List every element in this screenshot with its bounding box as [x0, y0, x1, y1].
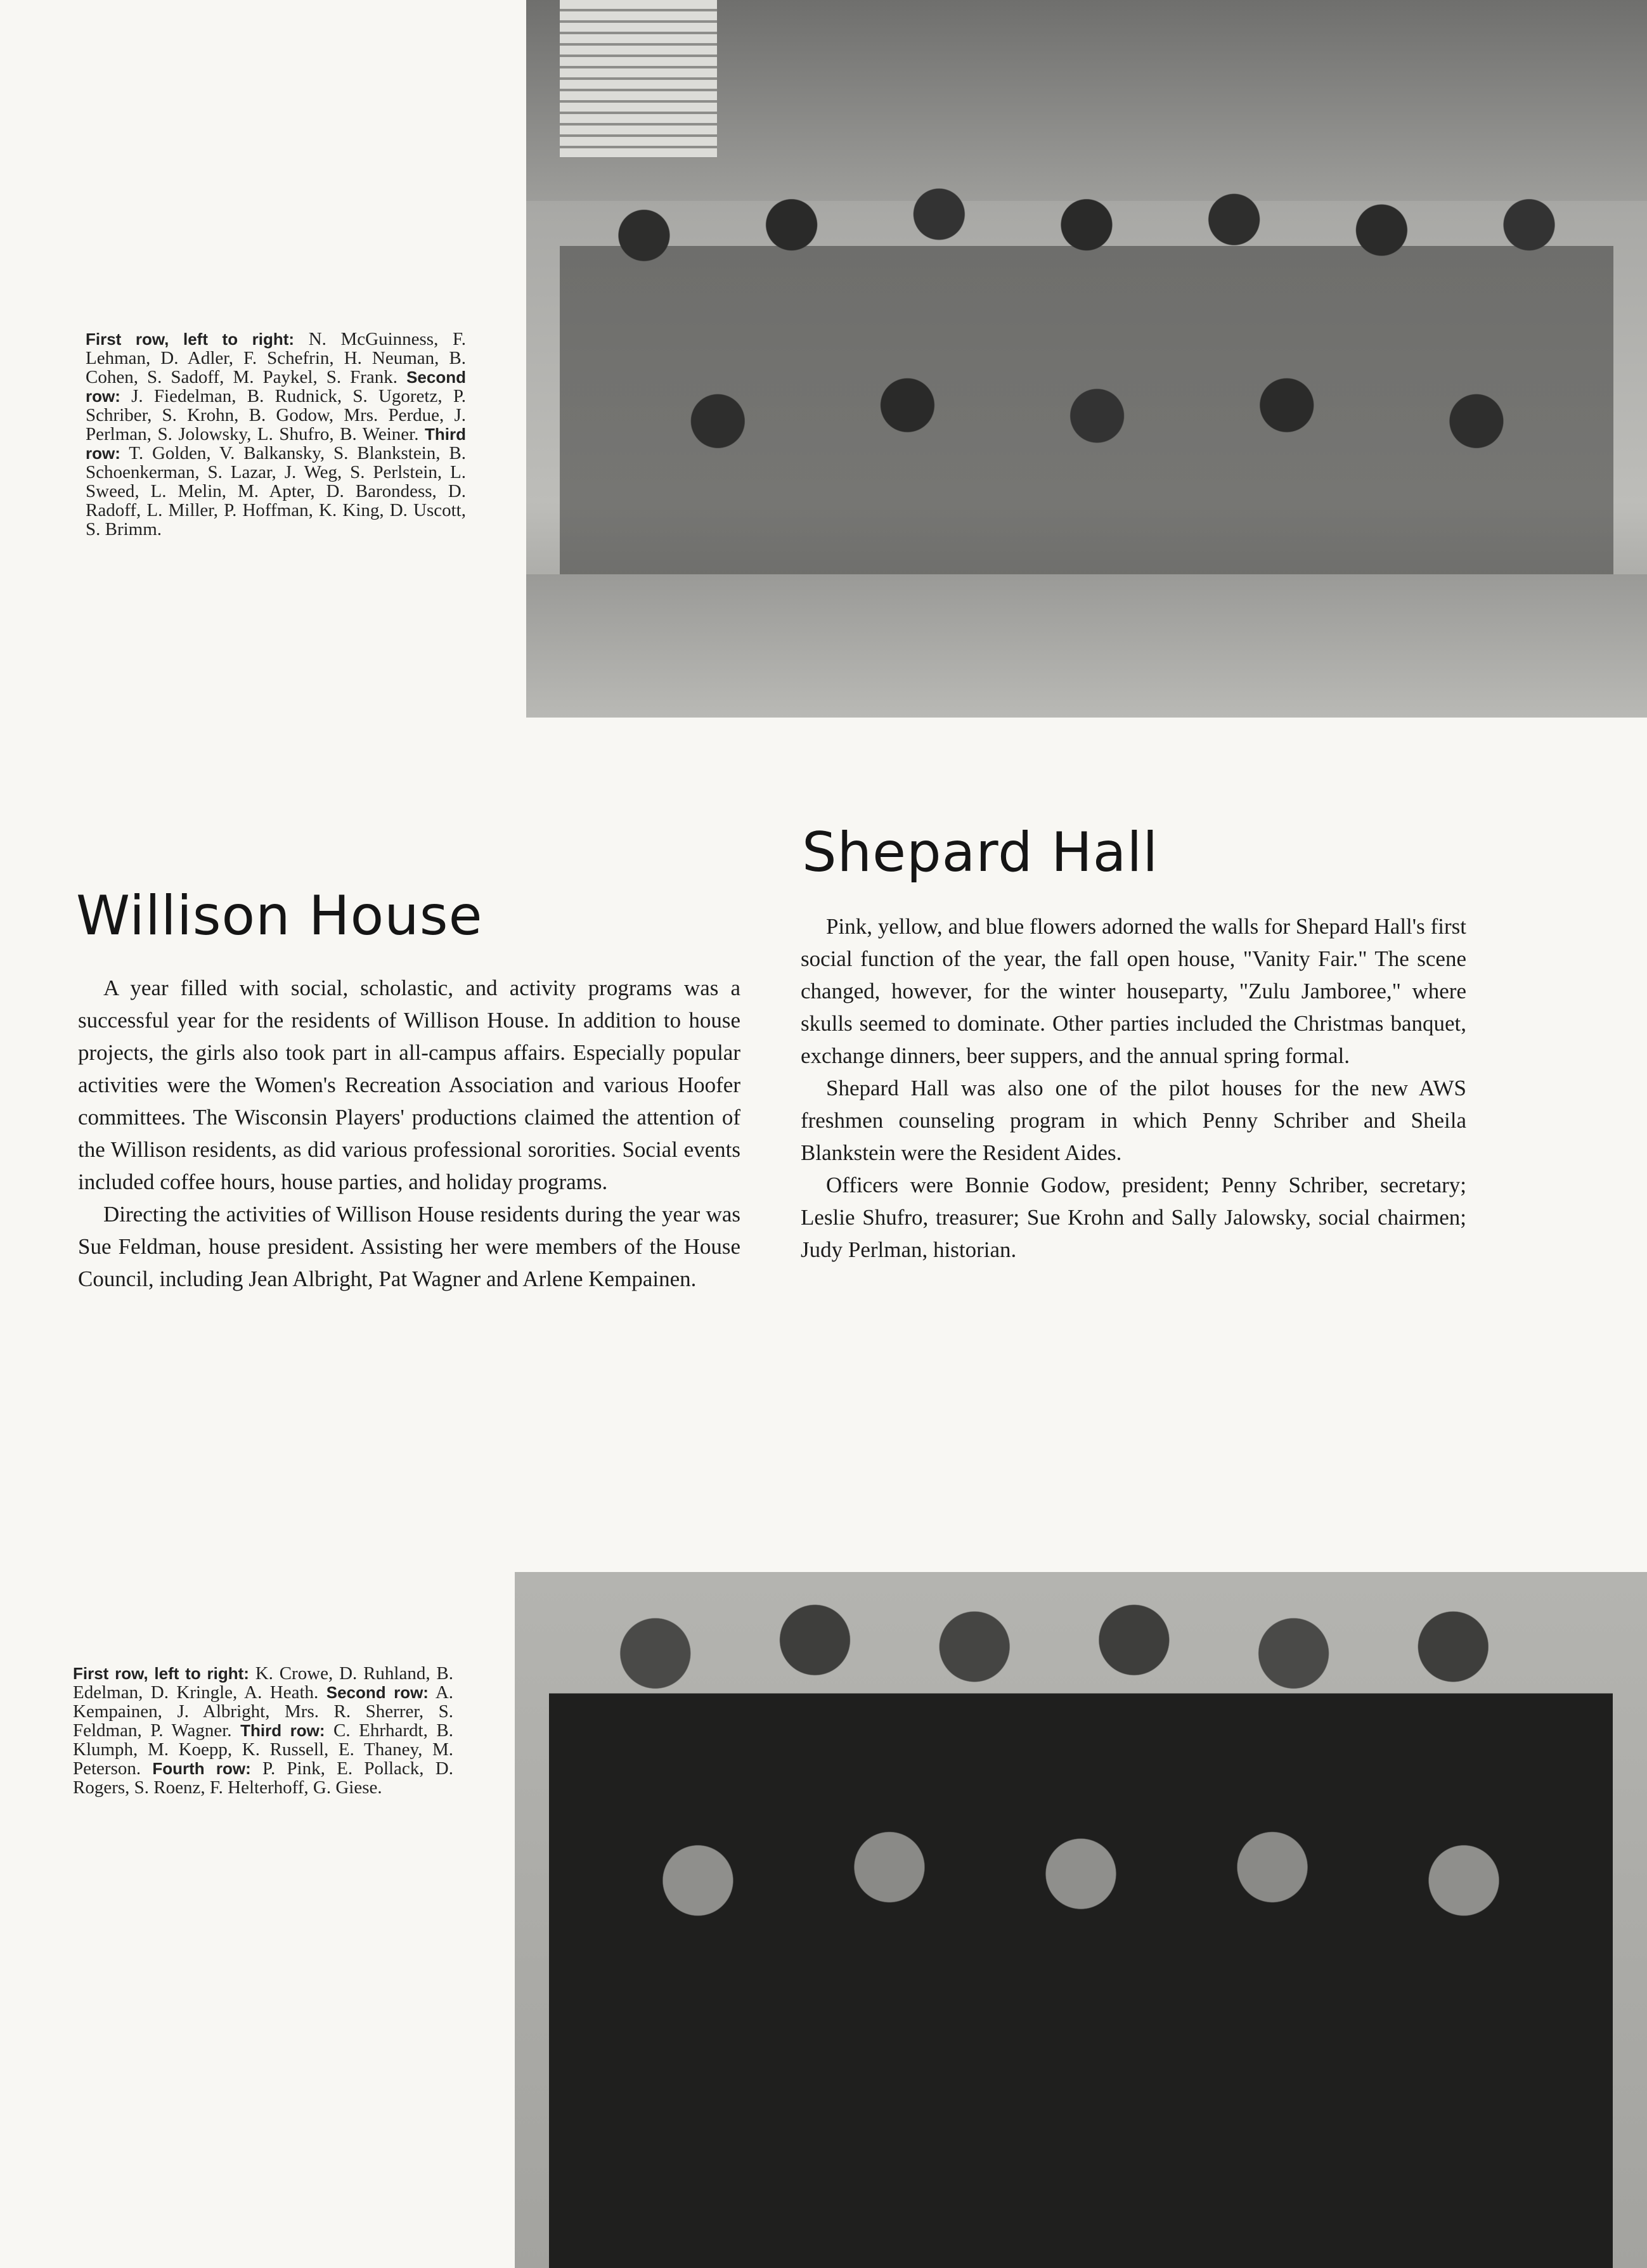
willison-paragraph-1: A year filled with social, scholastic, and activity programs was a successful year for the residents of Willison House. In addition to house projects, the girls also took part in all-campus affairs. Especially popular activities were the Women's Recreation Association and various Hoofer committees. The Wisconsin Players' productions claimed the attention of the Willison residents, as did various professional sororities. Social events included coffee hours, house parties, and holiday programs.	[78, 976, 740, 1194]
caption-label-fourth-row: Fourth row:	[152, 1759, 251, 1778]
willison-photo-caption	[73, 1664, 453, 1797]
shepard-hall-title: Shepard Hall	[802, 821, 1159, 884]
willison-house-group-photo	[515, 1572, 1647, 2268]
caption-label-third-row: Third row:	[86, 425, 466, 463]
caption-row2: J. Fiedelman, B. Rudnick, S. Ugoretz, P. Schriber, S. Krohn, B. Godow, Mrs. Perdue, J. Perlman, S. Jolowsky, L. Shufro, B. Weiner.	[86, 386, 466, 444]
caption-row3: T. Golden, V. Balkansky, S. Blankstein, B. Schoenkerman, S. Lazar, J. Weg, S. Perlstein, L. Sweed, L. Melin, M. Apter, D. Barondess, D. Radoff, L. Miller, P. Hoffman, K. King, D. Uscott, S. Brimm.	[86, 443, 466, 539]
shepard-hall-group-photo	[526, 0, 1647, 718]
caption-row1: K. Crowe, D. Ruhland, B. Edelman, D. Kringle, A. Heath.	[73, 1663, 453, 1703]
caption-lead: First row, left to right:	[86, 330, 295, 349]
caption-row4: P. Pink, E. Pollack, D. Rogers, S. Roenz, F. Helterhoff, G. Giese.	[73, 1758, 453, 1798]
caption-label-third-row: Third row:	[240, 1721, 325, 1740]
shepard-photo-caption	[86, 330, 466, 539]
willison-paragraph-2: Directing the activities of Willison House residents during the year was Sue Feldman, house president. Assisting her were members of the House Council, including Jean Albright, Pat Wagner and Arlene Kempainen.	[78, 1202, 740, 1291]
caption-row2: A. Kempainen, J. Albright, Mrs. R. Sherrer, S. Feldman, P. Wagner.	[73, 1682, 454, 1741]
caption-lead: First row, left to right:	[73, 1664, 249, 1683]
caption-label-second-row: Second row:	[326, 1683, 429, 1702]
shepard-paragraph-2: Shepard Hall was also one of the pilot houses for the new AWS freshmen counseling program in which Penny Schriber and Sheila Blankstein were the Resident Aides.	[801, 1076, 1466, 1165]
caption-row3: C. Ehrhardt, B. Klumph, M. Koepp, K. Russell, E. Thaney, M. Peterson.	[73, 1720, 453, 1779]
shepard-paragraph-3: Officers were Bonnie Godow, president; Penny Schriber, secretary; Leslie Shufro, treasurer; Sue Krohn and Sally Jalowsky, social chairmen; Judy Perlman, historian.	[801, 1173, 1466, 1262]
photo-group-figures	[549, 1600, 1613, 2268]
shepard-paragraph-1: Pink, yellow, and blue flowers adorned the walls for Shepard Hall's first social function of the year, the fall open house, "Vanity Fair." The scene changed, however, for the winter houseparty, "Zulu Jamboree," where skulls seemed to dominate. Other parties included the Christmas banquet, exchange dinners, beer suppers, and the annual spring formal.	[801, 914, 1466, 1068]
willison-house-title: Willison House	[76, 884, 483, 948]
photo-floor	[526, 574, 1647, 718]
shepard-hall-article	[801, 910, 1466, 1266]
willison-house-article	[78, 972, 740, 1295]
caption-label-second-row: Second row:	[86, 368, 466, 406]
caption-row1: N. McGuinness, F. Lehman, D. Adler, F. Schefrin, H. Neuman, B. Cohen, S. Sadoff, M. Paykel, S. Frank.	[86, 329, 466, 387]
